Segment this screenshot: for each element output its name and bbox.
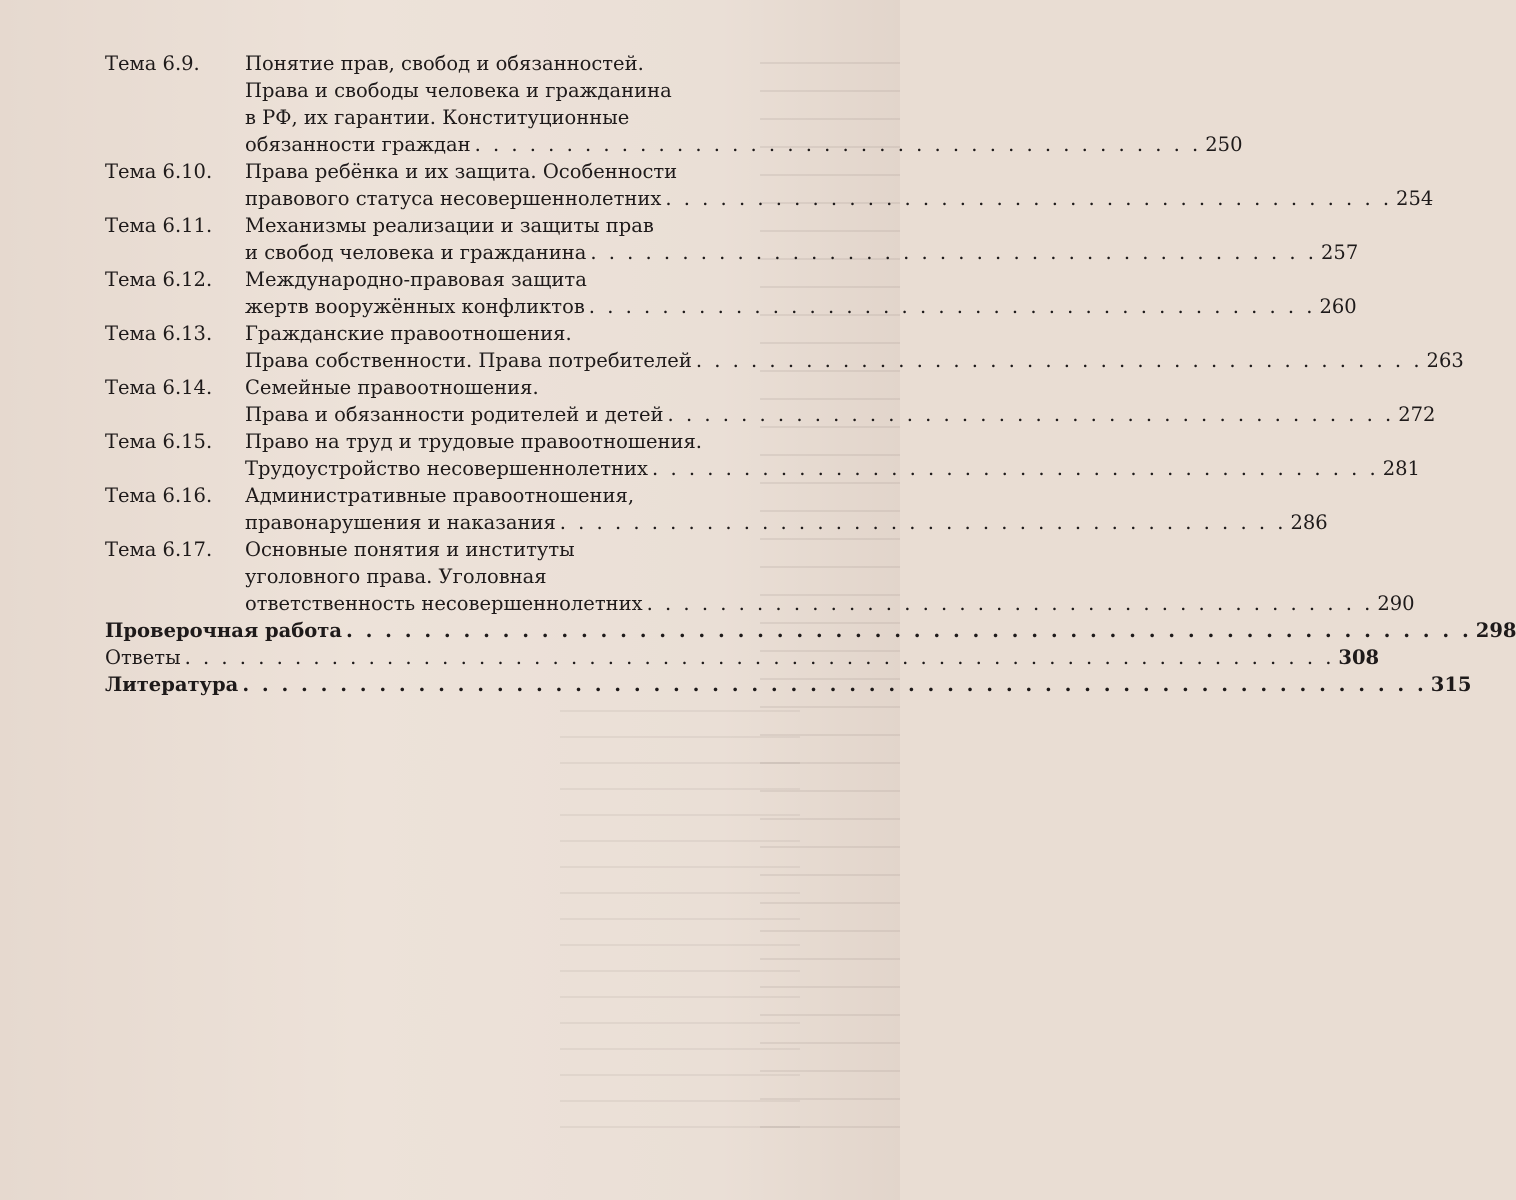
topic-title-line: обязанности граждан <box>245 133 471 156</box>
toc-entry[interactable] <box>105 158 1434 212</box>
dot-leader: . . . . . . . . . . . . . . . . . . . . . . . . . . . . . . . . . . . . . . . . <box>665 187 1393 210</box>
page-number: 308 <box>1338 646 1380 669</box>
dot-leader: . . . . . . . . . . . . . . . . . . . . . . . . . . . . . . . . . . . . . . . . . . . . . . . . . . . . . . . . . . . . . <box>242 673 1427 696</box>
topic-title-line: Права собственности. Права потребителей <box>245 349 692 372</box>
topic-title-line: Международно-правовая защита <box>245 268 587 291</box>
toc-entry[interactable] <box>105 482 1328 536</box>
dot-leader: . . . . . . . . . . . . . . . . . . . . . . . . . . . . . . . . . . . . . . . . <box>695 349 1423 372</box>
topic-title-line: Гражданские правоотношения. <box>245 322 572 345</box>
section-title: Проверочная работа <box>105 619 343 642</box>
topic-title-line: Основные понятия и институты <box>245 538 575 561</box>
toc-entry[interactable] <box>105 374 1436 428</box>
dot-leader: . . . . . . . . . . . . . . . . . . . . . . . . . . . . . . . . . . . . . . . . <box>588 295 1316 318</box>
dot-leader: . . . . . . . . . . . . . . . . . . . . . . . . . . . . . . . . . . . . . . . . <box>590 241 1318 264</box>
topic-number: Тема 6.13. <box>105 322 213 345</box>
page-number: 254 <box>1396 187 1434 210</box>
topic-title-line: в РФ, их гарантии. Конституционные <box>245 106 630 129</box>
topic-title-line: и свобод человека и гражданина <box>245 241 587 264</box>
page-number: 260 <box>1319 295 1357 318</box>
dot-leader: . . . . . . . . . . . . . . . . . . . . . . . . . . . . . . . . . . . . . . . . . . . . . . . . . . . . . . . . . . <box>346 619 1472 642</box>
topic-title-line: Права и свободы человека и гражданина <box>245 79 672 102</box>
topic-number: Тема 6.9. <box>105 52 200 75</box>
page-number: 290 <box>1377 592 1415 615</box>
page-number: 281 <box>1382 457 1420 480</box>
toc-entry[interactable] <box>105 50 1243 158</box>
topic-title-line: Механизмы реализации и защиты прав <box>245 214 654 237</box>
topic-title-line: Права ребёнка и их защита. Особенности <box>245 160 678 183</box>
toc-entry[interactable] <box>105 320 1464 374</box>
topic-title-line: правового статуса несовершеннолетних <box>245 187 662 210</box>
toc-entry[interactable] <box>105 428 1420 482</box>
topic-number: Тема 6.11. <box>105 214 213 237</box>
section-title: Литература <box>105 673 239 696</box>
dot-leader: . . . . . . . . . . . . . . . . . . . . . . . . . . . . . . . . . . . . . . . . <box>667 403 1395 426</box>
toc-section[interactable] <box>105 617 1516 644</box>
toc-section[interactable] <box>105 671 1472 698</box>
topic-title-line: уголовного права. Уголовная <box>245 565 547 588</box>
page-number: 298 <box>1475 619 1516 642</box>
topic-title-line: правонарушения и наказания <box>245 511 556 534</box>
topic-title-line: Права и обязанности родителей и детей <box>245 403 664 426</box>
page-number: 286 <box>1290 511 1328 534</box>
topic-number: Тема 6.10. <box>105 160 213 183</box>
topic-title-line: ответственность несовершеннолетних <box>245 592 643 615</box>
topic-title-line: Административные правоотношения, <box>245 484 635 507</box>
page-number: 257 <box>1321 241 1359 264</box>
section-title: Ответы <box>105 646 181 669</box>
topic-title-line: Трудоустройство несовершеннолетних <box>245 457 649 480</box>
topic-number: Тема 6.15. <box>105 430 213 453</box>
dot-leader: . . . . . . . . . . . . . . . . . . . . . . . . . . . . . . . . . . . . . . . . <box>474 133 1202 156</box>
dot-leader: . . . . . . . . . . . . . . . . . . . . . . . . . . . . . . . . . . . . . . . . <box>646 592 1374 615</box>
page-number: 263 <box>1426 349 1464 372</box>
topic-number: Тема 6.12. <box>105 268 213 291</box>
toc-entry[interactable] <box>105 212 1359 266</box>
bleed-through-text <box>560 690 800 1130</box>
page-number: 272 <box>1398 403 1436 426</box>
topic-title-line: Право на труд и трудовые правоотношения. <box>245 430 702 453</box>
page-number: 315 <box>1430 673 1472 696</box>
topic-title-line: Понятие прав, свобод и обязанностей. <box>245 52 644 75</box>
topic-title-line: жертв вооружённых конфликтов <box>245 295 585 318</box>
toc-entry[interactable] <box>105 266 1357 320</box>
table-of-contents <box>105 50 1516 698</box>
topic-number: Тема 6.14. <box>105 376 213 399</box>
topic-number: Тема 6.17. <box>105 538 213 561</box>
topic-title-line: Семейные правоотношения. <box>245 376 539 399</box>
dot-leader: . . . . . . . . . . . . . . . . . . . . . . . . . . . . . . . . . . . . . . . . <box>652 457 1379 480</box>
toc-section[interactable] <box>105 644 1380 671</box>
dot-leader: . . . . . . . . . . . . . . . . . . . . . . . . . . . . . . . . . . . . . . . . . . . . . . . . . . . . . . . . . . . . . . . <box>184 646 1335 669</box>
topic-number: Тема 6.16. <box>105 484 213 507</box>
toc-entry[interactable] <box>105 536 1415 617</box>
page-number: 250 <box>1205 133 1243 156</box>
dot-leader: . . . . . . . . . . . . . . . . . . . . . . . . . . . . . . . . . . . . . . . . <box>559 511 1287 534</box>
